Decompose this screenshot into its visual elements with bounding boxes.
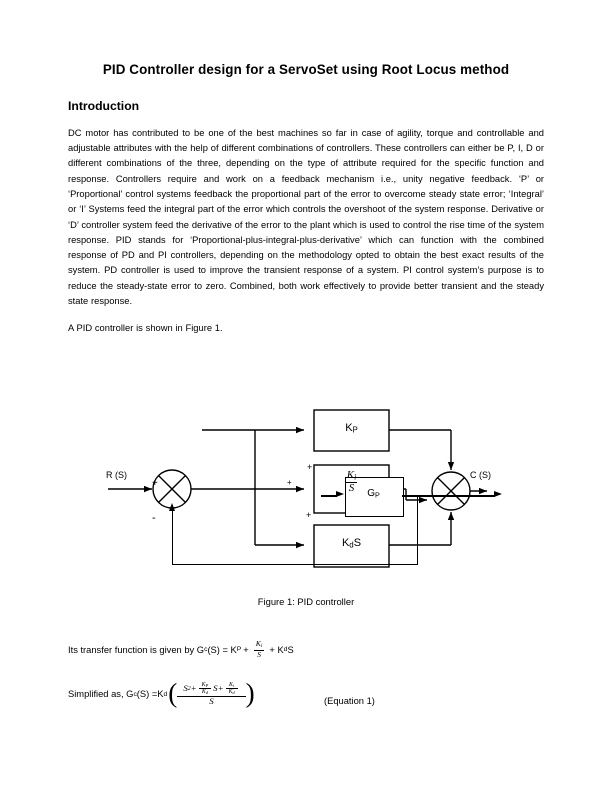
figure-reference-paragraph: A PID controller is shown in Figure 1. <box>68 323 223 334</box>
se-kd-sub: d <box>163 690 168 698</box>
document-body <box>68 62 544 349</box>
right-sum-bottom-plus-sign: + <box>306 510 312 520</box>
right-sum-left-plus-sign: + <box>287 478 292 487</box>
kd-tail: S <box>353 537 362 549</box>
kp-base: K <box>345 422 353 434</box>
simplified-equation-line <box>68 677 544 708</box>
se-kp-num-sub: P <box>205 682 209 688</box>
se-ki-num-sub: i <box>232 682 235 688</box>
ki-num-base: K <box>346 469 355 481</box>
plant-output-line <box>402 495 495 496</box>
ki-denominator: S <box>346 482 358 495</box>
se-denominator: S <box>177 696 245 706</box>
sum-to-plant-line <box>321 495 337 496</box>
se-kp-den-base: K <box>201 689 206 696</box>
kp-block-label <box>314 422 389 435</box>
section-heading-introduction: Introduction <box>68 99 140 114</box>
se-kp-den <box>199 688 211 695</box>
kd-base: K <box>341 537 350 549</box>
se-ki-num-base: K <box>229 682 233 688</box>
tf-lead-text: Its transfer function is given by G <box>68 644 205 655</box>
input-label: R (S) <box>106 470 127 480</box>
se-num-plus-1: + <box>190 683 197 694</box>
tf-ki-over-s <box>253 640 266 659</box>
se-numerator <box>180 682 242 696</box>
pid-diagram-outer-loop <box>0 404 612 594</box>
tf-kp-sub: P <box>236 646 242 654</box>
se-kp-over-kd <box>199 682 212 696</box>
se-lead-text: Simplified as, G <box>68 689 134 699</box>
se-close-paren: ) <box>245 677 255 708</box>
se-num-plus-2: + <box>217 683 224 694</box>
kp-sub: P <box>352 425 358 435</box>
tf-ki-num-sub: i <box>260 643 263 650</box>
tf-ki-num <box>253 640 266 650</box>
page-title: PID Controller design for a ServoSet using Root Locus method <box>102 62 510 77</box>
se-gc-sub: c <box>133 690 137 698</box>
left-sum-plus-sign: + <box>152 478 158 489</box>
se-ki-den-sub: d <box>232 690 235 696</box>
intro-paragraph: DC motor has contributed to be one of the best machines so far in case of agility, torque and controllable and adjustable attributes with the help of different combinations of controllers. These controllers can either be P, I, D or different combinations of the three, depending on the type of attribute required for the specific function and response. Controllers require and work on a feedback mechanism i.e., unity negative feedback. ‘P’ or ‘Proportional’ control systems feedback the proportional part of the error to overcome steady state error; ‘Integral’ or ‘I’ Systems feed the integral part of the error which controls the overshoot of the system response. Derivative or ‘D’ controller system feed the derivative of the error to the plant which is used to control the rise time of the system response. PID stands for ‘Proportional-plus-integral-plus-derivative’ which can function with the combined response of PD and PI controllers, depending on the methodology opted to obtain the best exact results of the system. PD controller is used to improve the transient response of a system. PI control system’s purpose is to reduce the steady-state error to zero. Combined, both work effectively to provide better transient and the steady state response. <box>68 127 544 306</box>
kd-block-label <box>314 537 389 550</box>
se-open-paren: ( <box>168 677 178 708</box>
se-lead2-text: (S) =K <box>136 689 164 699</box>
se-big-fraction <box>180 682 242 706</box>
tf-ki-den: S <box>254 650 264 659</box>
feedback-bottom-line <box>172 564 418 565</box>
se-s-squared-base: S <box>183 683 188 694</box>
tf-plus-2: + K <box>269 644 284 655</box>
se-ki-over-kd <box>226 682 238 696</box>
feedback-into-sum-arrow <box>169 503 175 511</box>
ki-numerator <box>344 470 360 482</box>
se-kp-num-base: K <box>201 682 206 688</box>
ki-num-sub: i <box>354 472 357 482</box>
plant-sub: P <box>374 490 380 500</box>
output-arrow <box>494 491 502 497</box>
se-s-term: S <box>213 683 218 694</box>
tf-gc-sub: c <box>204 646 208 654</box>
feedback-up-line <box>172 510 173 565</box>
right-sum-top-plus-sign: + <box>307 462 313 472</box>
se-kp-den-sub: d <box>205 690 208 696</box>
tf-kd-sub: d <box>283 646 288 654</box>
feedback-down-line <box>417 495 418 565</box>
transfer-function-line <box>68 640 544 659</box>
se-ki-den <box>226 688 238 695</box>
plant-block-label <box>345 488 402 500</box>
tf-lead2-text: (S) = K <box>207 644 237 655</box>
se-ki-den-base: K <box>228 689 233 696</box>
kd-sub: d <box>349 540 354 550</box>
tf-ki-num-base: K <box>255 639 261 648</box>
left-sum-minus-sign: - <box>152 512 156 524</box>
plant-base: G <box>367 488 375 499</box>
figure-1 <box>0 404 612 614</box>
figure-caption: Figure 1: PID controller <box>257 596 355 607</box>
tf-kd-tail: S <box>287 644 294 655</box>
output-label: C (S) <box>470 470 491 480</box>
se-s-squared-exp: 2 <box>187 685 191 692</box>
equation-number: (Equation 1) <box>324 696 375 706</box>
tf-plus-1: + <box>243 644 249 655</box>
